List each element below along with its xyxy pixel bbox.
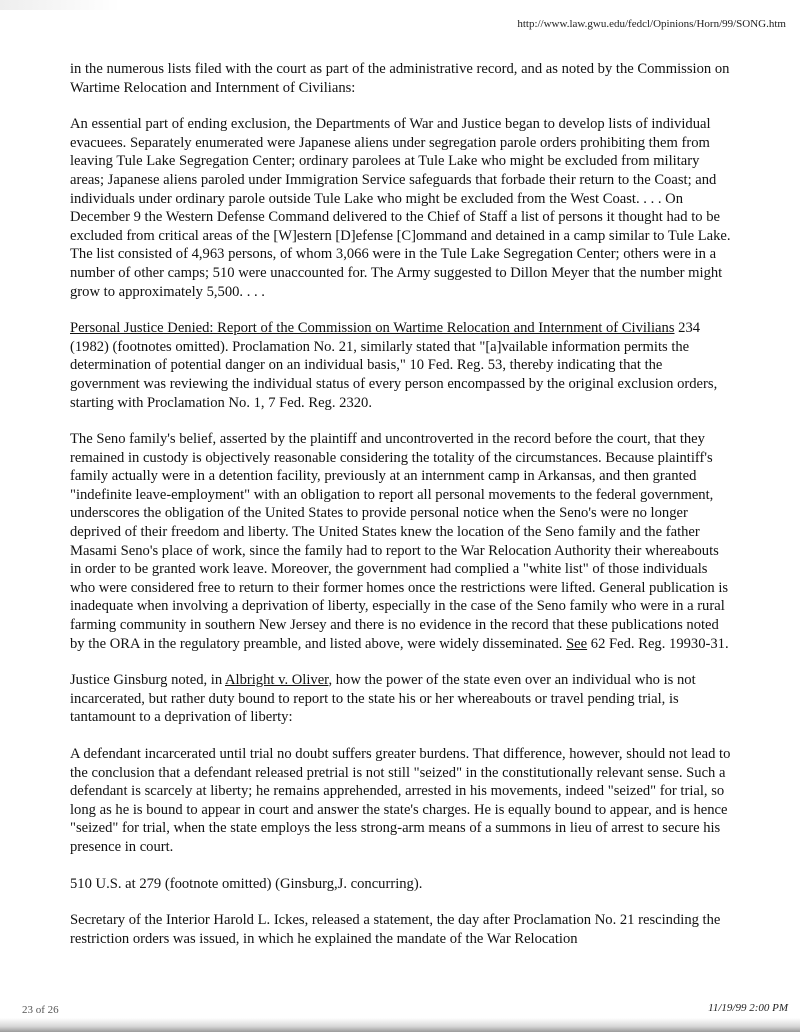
- paragraph-text: The Seno family's belief, asserted by the plaintiff and uncontroverted in the record before the court, that they remained in custody is objectively reasonable considering the totality of the circumstances. Because plaintiff's family actually were in a detention facility, previously at an internment camp in Arkansas, and then granted "indefinite leave-employment" with an obligation to report all personal movements to the federal government, underscores the obligation of the United States to provide personal notice when the Seno's were no longer deprived of their freedom and liberty. The United States knew the location of the Seno family and the father Masami Seno's place of work, since the family had to report to the War Relocation Authority their whereabouts in order to be granted work leave. Moreover, the government had complied a "white list" of those individuals who were considered free to return to their former homes once the restrictions were lifted. General publication is inadequate when involving a deprivation of liberty, especially in the case of the Seno family who were in a rural farming community in southern New Jersey and there is no evidence in the record that these publications noted by the ORA in the regulatory preamble, and listed above, were widely disseminated.: [70, 431, 729, 652]
- page-url: http://www.law.gwu.edu/fedcl/Opinions/Horn/99/SONG.htm: [517, 18, 786, 30]
- case-name: Albright v. Oliver: [225, 672, 329, 689]
- paragraph: [70, 319, 732, 412]
- block-quote: An essential part of ending exclusion, the Departments of War and Justice began to develop lists of individual evacuees. Separately enumerated were Japanese aliens under segregation parole orders prohibiting them from leaving Tule Lake Segregation Center; ordinary parolees at Tule Lake who might be excluded from military areas; Japanese aliens paroled under Immigration Service safeguards that forbade their return to the Coast; and individuals under ordinary parole outside Tule Lake who might be excluded from the West Coast. . . . On December 9 the Western Defense Command delivered to the Chief of Staff a list of persons it thought had to be excluded from critical areas of the [W]estern [D]efense [C]ommand and detained in a camp similar to Tule Lake. The list consisted of 4,963 persons, of whom 3,066 were in the Tule Lake Segregation Center; others were in a number of other camps; 510 were unaccounted for. The Army suggested to Dillon Meyer that the number might grow to approximately 5,500. . . .: [70, 116, 731, 300]
- paragraph-text: 62 Fed. Reg. 19930-31.: [587, 635, 729, 652]
- citation-text: 234 (1982) (footnotes omitted). Proclamation No. 21, similarly stated that "[a]vailable information permits the determination of potential danger on an individual basis," 10 Fed. Reg. 53, thereby indicating that the government was reviewing the individual status of every person encompassed by the original exclusion orders, starting with Proclamation No. 1, 7 Fed. Reg. 2320.: [70, 320, 718, 411]
- print-datetime: 11/19/99 2:00 PM: [708, 1002, 788, 1014]
- citation-title: Personal Justice Denied: Report of the Commission on Wartime Relocation and Internment of Civilians: [70, 320, 675, 337]
- paragraph: [70, 671, 732, 727]
- paragraph: Secretary of the Interior Harold L. Ickes, released a statement, the day after Proclamation No. 21 rescinding the restriction orders was issued, in which he explained the mandate of the War Relocation: [70, 912, 721, 947]
- block-quote: A defendant incarcerated until trial no doubt suffers greater burdens. That difference, however, should not lead to the conclusion that a defendant released pretrial is not still "seized" in the constitutionally relevant sense. Such a defendant is scarcely at liberty; he remains apprehended, arrested in his movements, indeed "seized" for trial, so long as he is bound to appear in court and answer the state's charges. He is equally bound to appear, and is hence "seized" for trial, when the state employs the less strong-arm means of a summons in lieu of arrest to secure his presence in court.: [70, 746, 731, 855]
- paragraph: in the numerous lists filed with the court as part of the administrative record, and as noted by the Commission on Wartime Relocation and Internment of Civilians:: [70, 61, 730, 96]
- document-body: [70, 60, 732, 966]
- paragraph: 510 U.S. at 279 (footnote omitted) (Ginsburg,J. concurring).: [70, 875, 423, 892]
- paragraph-text: , how the power of the state even over an individual who is not incarcerated, but rather duty bound to report to the state his or her whereabouts or travel pending trial, is tantamount to a deprivation of liberty:: [70, 672, 696, 726]
- paragraph-text: Justice Ginsburg noted, in: [70, 672, 225, 689]
- paragraph: [70, 430, 732, 653]
- see-signal: See: [566, 635, 588, 652]
- page-number: 23 of 26: [22, 1004, 59, 1016]
- scan-artifact: [0, 0, 120, 10]
- scan-artifact: [0, 1018, 800, 1032]
